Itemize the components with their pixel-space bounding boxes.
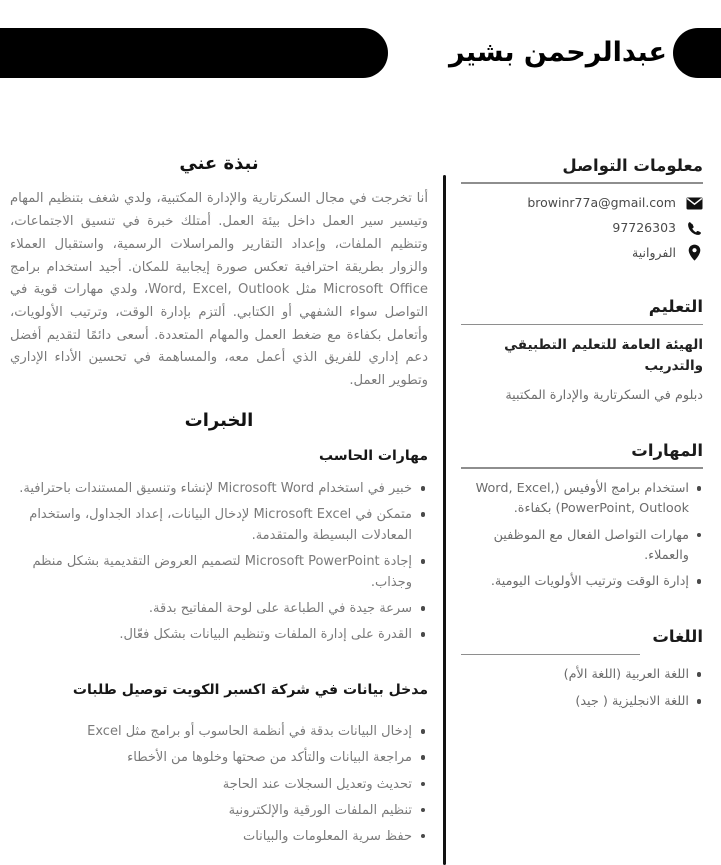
list-item: إجادة Microsoft PowerPoint لتصميم العروض التقديمية بشكل منظم وجذاب. — [10, 551, 412, 593]
skills-heading: المهارات — [631, 440, 703, 460]
list-item: اللغة العربية (اللغة الأم) — [461, 665, 689, 685]
contact-row-email[interactable] — [461, 194, 703, 213]
list-item: متمكن في Microsoft Excel لإدخال البيانات، إعداد الجداول، واستخدام المعادلات البسيطة والمتقدمة. — [10, 504, 412, 546]
contact-row-location[interactable] — [461, 244, 703, 263]
sidebar-spacer-2 — [461, 424, 703, 440]
candidate-full-name: عبدالرحمن بشير — [449, 37, 667, 68]
education-degree: دبلوم في السكرتارية والإدارة المكتبية — [505, 388, 703, 404]
sidebar — [461, 155, 703, 730]
skills-heading-rule — [461, 467, 703, 469]
education-organization: الهيئة العامة للتعليم التطبيقي والتدريب — [504, 337, 703, 375]
list-item: مراجعة البيانات والتأكد من صحتها وخلوها من الأخطاء — [10, 747, 412, 768]
section-experience — [10, 409, 428, 847]
list-item: مهارات التواصل الفعال مع الموظفين والعملاء. — [461, 526, 689, 566]
main-spacer-1 — [10, 393, 428, 409]
about-paragraph: أنا تخرجت في مجال السكرتارية والإدارة المكتبية، ولدي شغف بتنظيم المهام وتيسير سير العمل داخل بيئة العمل. أمتلك خبرة في تنسيق الاجتماعات، وتنظيم الملفات، وإعداد التقارير والمراسلات الرسمية، واستقبال العملاء والزوار بطريقة احترافية تعكس صورة إيجابية للمكان. أجيد استخدام برامج Microsoft Office مثل Word, Excel, Outlook، ولدي مهارات قوية في التواصل سواء الشفهي أو الكتابي. ألتزم بإدارة الوقت، وترتيب الأولويات، وأتعامل بكفاءة مع ضغط العمل والمهام المتعددة. أسعى دائمًا لتقديم أفضل دعم إداري للفريق الذي أعمل معه، والمساهمة في تحسين الأداء الإداري وتطوير العمل. — [10, 191, 428, 389]
main-spacer-2 — [10, 650, 428, 666]
skills-list — [461, 479, 703, 592]
list-item: حفظ سرية المعلومات والبيانات — [10, 826, 412, 847]
sidebar-section-contact — [461, 155, 703, 262]
experience-block-title: مهارات الحاسب — [319, 448, 428, 465]
column-divider — [443, 175, 446, 865]
experience-block-data-entry — [10, 680, 428, 846]
header-banner — [0, 28, 721, 78]
languages-heading-rule — [461, 654, 640, 656]
list-item: إدارة الوقت وترتيب الأولويات اليومية. — [461, 572, 689, 592]
section-about — [10, 152, 428, 393]
contact-heading-rule — [461, 182, 703, 184]
phone-value: 97726303 — [612, 219, 676, 235]
main-content — [10, 152, 428, 852]
experience-block-computer-skills — [10, 446, 428, 645]
sidebar-section-skills — [461, 440, 703, 592]
sidebar-spacer-1 — [461, 280, 703, 296]
sidebar-section-education — [461, 296, 703, 406]
list-item: اللغة الانجليزية ( جيد) — [461, 692, 689, 712]
list-item: تنظيم الملفات الورقية والإلكترونية — [10, 800, 412, 821]
header-bar-left-decoration — [0, 28, 388, 78]
header-bar-right-decoration — [673, 28, 721, 78]
location-value: الفروانية — [632, 244, 676, 260]
location-pin-icon — [685, 244, 703, 262]
experience-block-title: مدخل بيانات في شركة اكسبر الكويت توصيل طلبات — [72, 682, 428, 699]
education-heading-rule — [461, 324, 703, 326]
education-heading: التعليم — [648, 297, 703, 317]
list-item: سرعة جيدة في الطباعة على لوحة المفاتيح بدقة. — [10, 598, 412, 619]
envelope-icon — [685, 194, 703, 212]
experience-bullet-list — [10, 478, 428, 645]
experience-heading: الخبرات — [184, 409, 254, 431]
list-item: القدرة على إدارة الملفات وتنظيم البيانات بشكل فعّال. — [10, 624, 412, 645]
list-item: استخدام برامج الأوفيس (Word, Excel, PowerPoint, Outlook) بكفاءة. — [461, 479, 689, 519]
sidebar-section-languages — [461, 626, 703, 712]
main-spacer-3 — [10, 712, 428, 721]
list-item: خبير في استخدام Microsoft Word لإنشاء وتنسيق المستندات باحترافية. — [10, 478, 412, 499]
about-heading: نبذة عني — [179, 153, 259, 174]
sidebar-spacer-3 — [461, 610, 703, 626]
email-value: browinr77a@gmail.com — [527, 195, 676, 211]
contact-heading: معلومات التواصل — [562, 156, 703, 175]
languages-heading: اللغات — [652, 627, 703, 647]
experience-bullet-list — [10, 721, 428, 846]
list-item: إدخال البيانات بدقة في أنظمة الحاسوب أو برامج مثل Excel — [10, 721, 412, 742]
phone-icon — [685, 219, 703, 237]
languages-list — [461, 665, 703, 712]
contact-row-phone[interactable] — [461, 219, 703, 238]
list-item: تحديث وتعديل السجلات عند الحاجة — [10, 774, 412, 795]
